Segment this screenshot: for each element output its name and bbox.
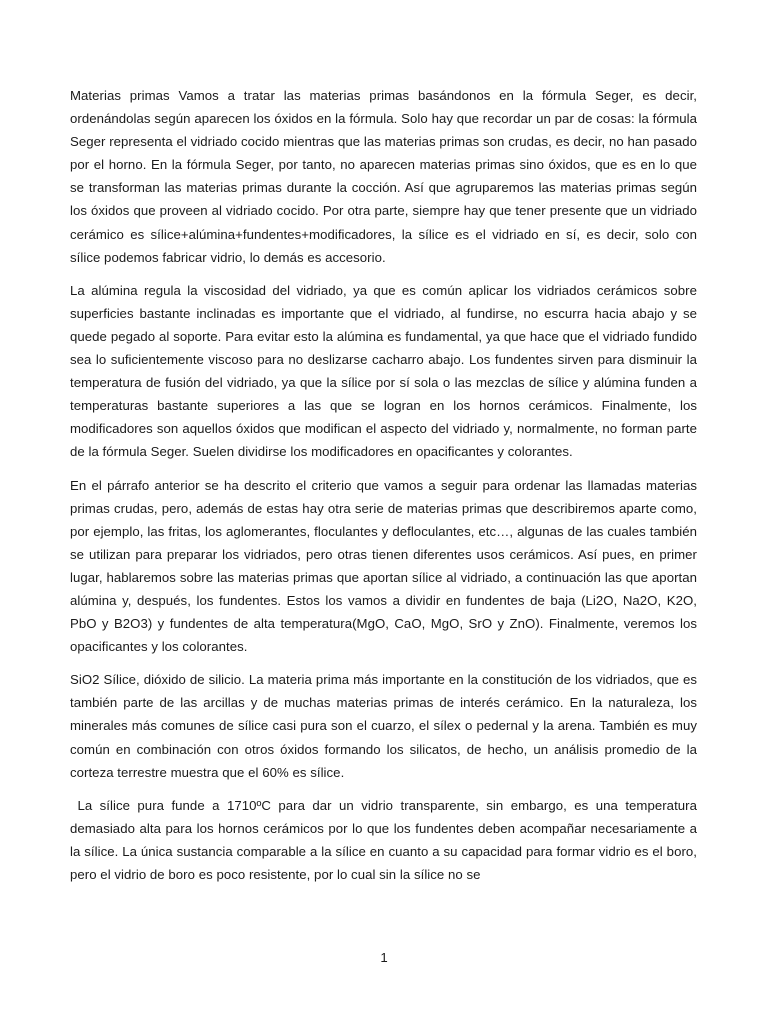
paragraph-alumina: La alúmina regula la viscosidad del vidriado, ya que es común aplicar los vidriados cerámicos sobre superficies bastante inclinadas es importante que el vidriado, al fundirse, no escurra hacia abajo y se quede pegado al soporte. Para evitar esto la alúmina es fundamental, ya que hace que el vidriado fundido sea lo suficientemente viscoso para no deslizarse cacharro abajo. Los fundentes sirven para disminuir la temperatura de fusión del vidriado, ya que la sílice por sí sola o las mezclas de sílice y alúmina funden a temperaturas bastante superiores a las que se logran en los hornos cerámicos. Finalmente, los modificadores son aquellos óxidos que modifican el aspecto del vidriado y, normalmente, no forman parte de la fórmula Seger. Suelen dividirse los modificadores en opacificantes y colorantes. — [70, 282, 697, 460]
paragraph-silice: SiO2 Sílice, dióxido de silicio. La materia prima más importante en la constitución de los vidriados, que es también parte de las arcillas y de muchas materias primas de interés cerámico. En la naturaleza, los minerales más comunes de sílice casi pura son el cuarzo, el sílex o pedernal y la arena. También es muy común en combinación con otros óxidos formando los silicatos, de hecho, un análisis promedio de la corteza terrestre muestra que el 60% es sílice. — [70, 672, 697, 780]
document-page — [70, 84, 701, 896]
paragraph-criterio: En el párrafo anterior se ha descrito el criterio que vamos a seguir para ordenar las llamadas materias primas crudas, pero, además de estas hay otra serie de materias primas que describiremos aparte como, por ejemplo, las fritas, los aglomerantes, floculantes y defloculantes, etc…, algunas de las cuales también se utilizan para preparar los vidriados, pero otras tienen diferentes usos cerámicos. Así pues, en primer lugar, hablaremos sobre las materias primas que aportan sílice al vidriado, a continuación las que aportan alúmina y, después, los fundentes. Estos los vamos a dividir en fundentes de baja (Li2O, Na2O, K2O, PbO y B2O3) y fundentes de alta temperatura(MgO, CaO, MgO, SrO y ZnO). Finalmente, veremos los opacificantes y los colorantes. — [70, 477, 697, 655]
paragraph-materias-primas: Materias primas Vamos a tratar las materias primas basándonos en la fórmula Seger, es decir, ordenándolas según aparecen los óxidos en la fórmula. Solo hay que recordar un par de cosas: la fórmula Seger representa el vidriado cocido mientras que las materias primas son crudas, es decir, no han pasado por el horno. En la fórmula Seger, por tanto, no aparecen materias primas sino óxidos, que es en lo que se transforman las materias primas durante la cocción. Así que agruparemos las materias primas según los óxidos que proveen al vidriado cocido. Por otra parte, siempre hay que tener presente que un vidriado cerámico es sílice+alúmina+fundentes+modificadores, la sílice es el vidriado en sí, es decir, solo con sílice podemos fabricar vidrio, lo demás es accesorio. — [70, 88, 697, 265]
paragraph-silice-pura: La sílice pura funde a 1710ºC para dar un vidrio transparente, sin embargo, es una temperatura demasiado alta para los hornos cerámicos por lo que los fundentes deben acompañar necesariamente a la sílice. La única sustancia comparable a la sílice en cuanto a su capacidad para formar vidrio es el boro, pero el vidrio de boro es poco resistente, por lo cual sin la sílice no se — [70, 797, 701, 882]
page-number: 1 — [380, 950, 388, 965]
